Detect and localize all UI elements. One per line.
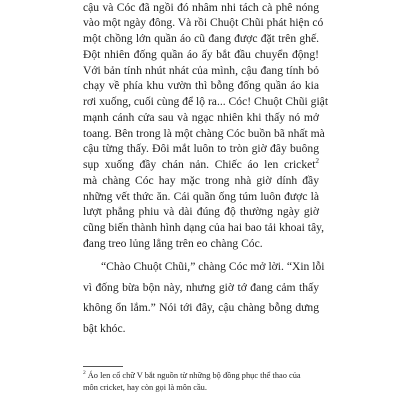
text-line: vào một ngày đông. Và rồi Chuột Chũi phát hiện có bbox=[83, 16, 324, 30]
text-line: những vết thức ăn. Cái quần ống túm luôn được là bbox=[83, 189, 319, 203]
text-line: bật khóc. bbox=[83, 321, 126, 335]
text-line: một chồng lớn quần áo cũ đang được đặt trên ghế. bbox=[83, 32, 319, 46]
text-line: mạnh cánh cửa sau và ngạc nhiên khi thấy nó mở bbox=[83, 110, 319, 124]
footnote-text: Áo len cổ chữ V bắt nguồn từ những bộ đồng phục thể thao của bbox=[87, 371, 301, 380]
text-line: chạy về phía khu vườn thì bỗng đống quần áo kia bbox=[83, 79, 319, 93]
text-line: toang. Bên trong là một chàng Cóc buồn bã nhất mà bbox=[83, 126, 325, 140]
footnote-line bbox=[83, 370, 319, 382]
text-line: lượt phẳng phiu và dài đúng độ thường ngày giờ bbox=[83, 205, 319, 219]
footnote-number: 2 bbox=[83, 370, 86, 377]
text-line-content: sụp xuống đầy chán nản. Chiếc áo len cricket bbox=[83, 158, 316, 172]
text-line: đang treo lủng lẳng trên eo chàng Cóc. bbox=[83, 237, 263, 250]
footnote-marker[interactable]: 2 bbox=[315, 157, 319, 166]
text-line: cũng biến thành hình dạng của hai bao tải khoai tây, bbox=[83, 221, 325, 235]
text-line: cậu và Cóc đã ngồi đó nhâm nhi tách cà phê nóng bbox=[83, 0, 319, 14]
text-line: rơi xuống, cuối cùng để lộ ra... Cóc! Chuột Chũi giật bbox=[83, 95, 329, 109]
text-line: Với bản tính nhút nhát của mình, cậu đang tính bỏ bbox=[83, 63, 319, 77]
footnote-line: môn cricket, hay còn gọi là môn cầu. bbox=[83, 383, 207, 392]
text-line: mà chàng Cóc hay mặc trong nhà giờ dính đầy bbox=[83, 173, 319, 187]
text-line: Đột nhiên đống quần áo ấy bắt đầu chuyển động! bbox=[83, 47, 319, 61]
text-line-with-footnote bbox=[83, 157, 319, 173]
text-line: vì đống bừa bộn này, nhưng giờ tớ đang cảm thấy bbox=[83, 280, 319, 294]
footnote-divider bbox=[83, 366, 123, 367]
text-line: cậu từng thấy. Đôi mắt luôn to tròn giờ đây buông bbox=[83, 142, 319, 156]
text-line: “Chào Chuột Chũi,” chàng Cóc mở lời. “Xin lỗi bbox=[101, 260, 325, 273]
text-line: không ổn lắm.” Nói tới đây, cậu chàng bỗng dưng bbox=[83, 301, 319, 314]
